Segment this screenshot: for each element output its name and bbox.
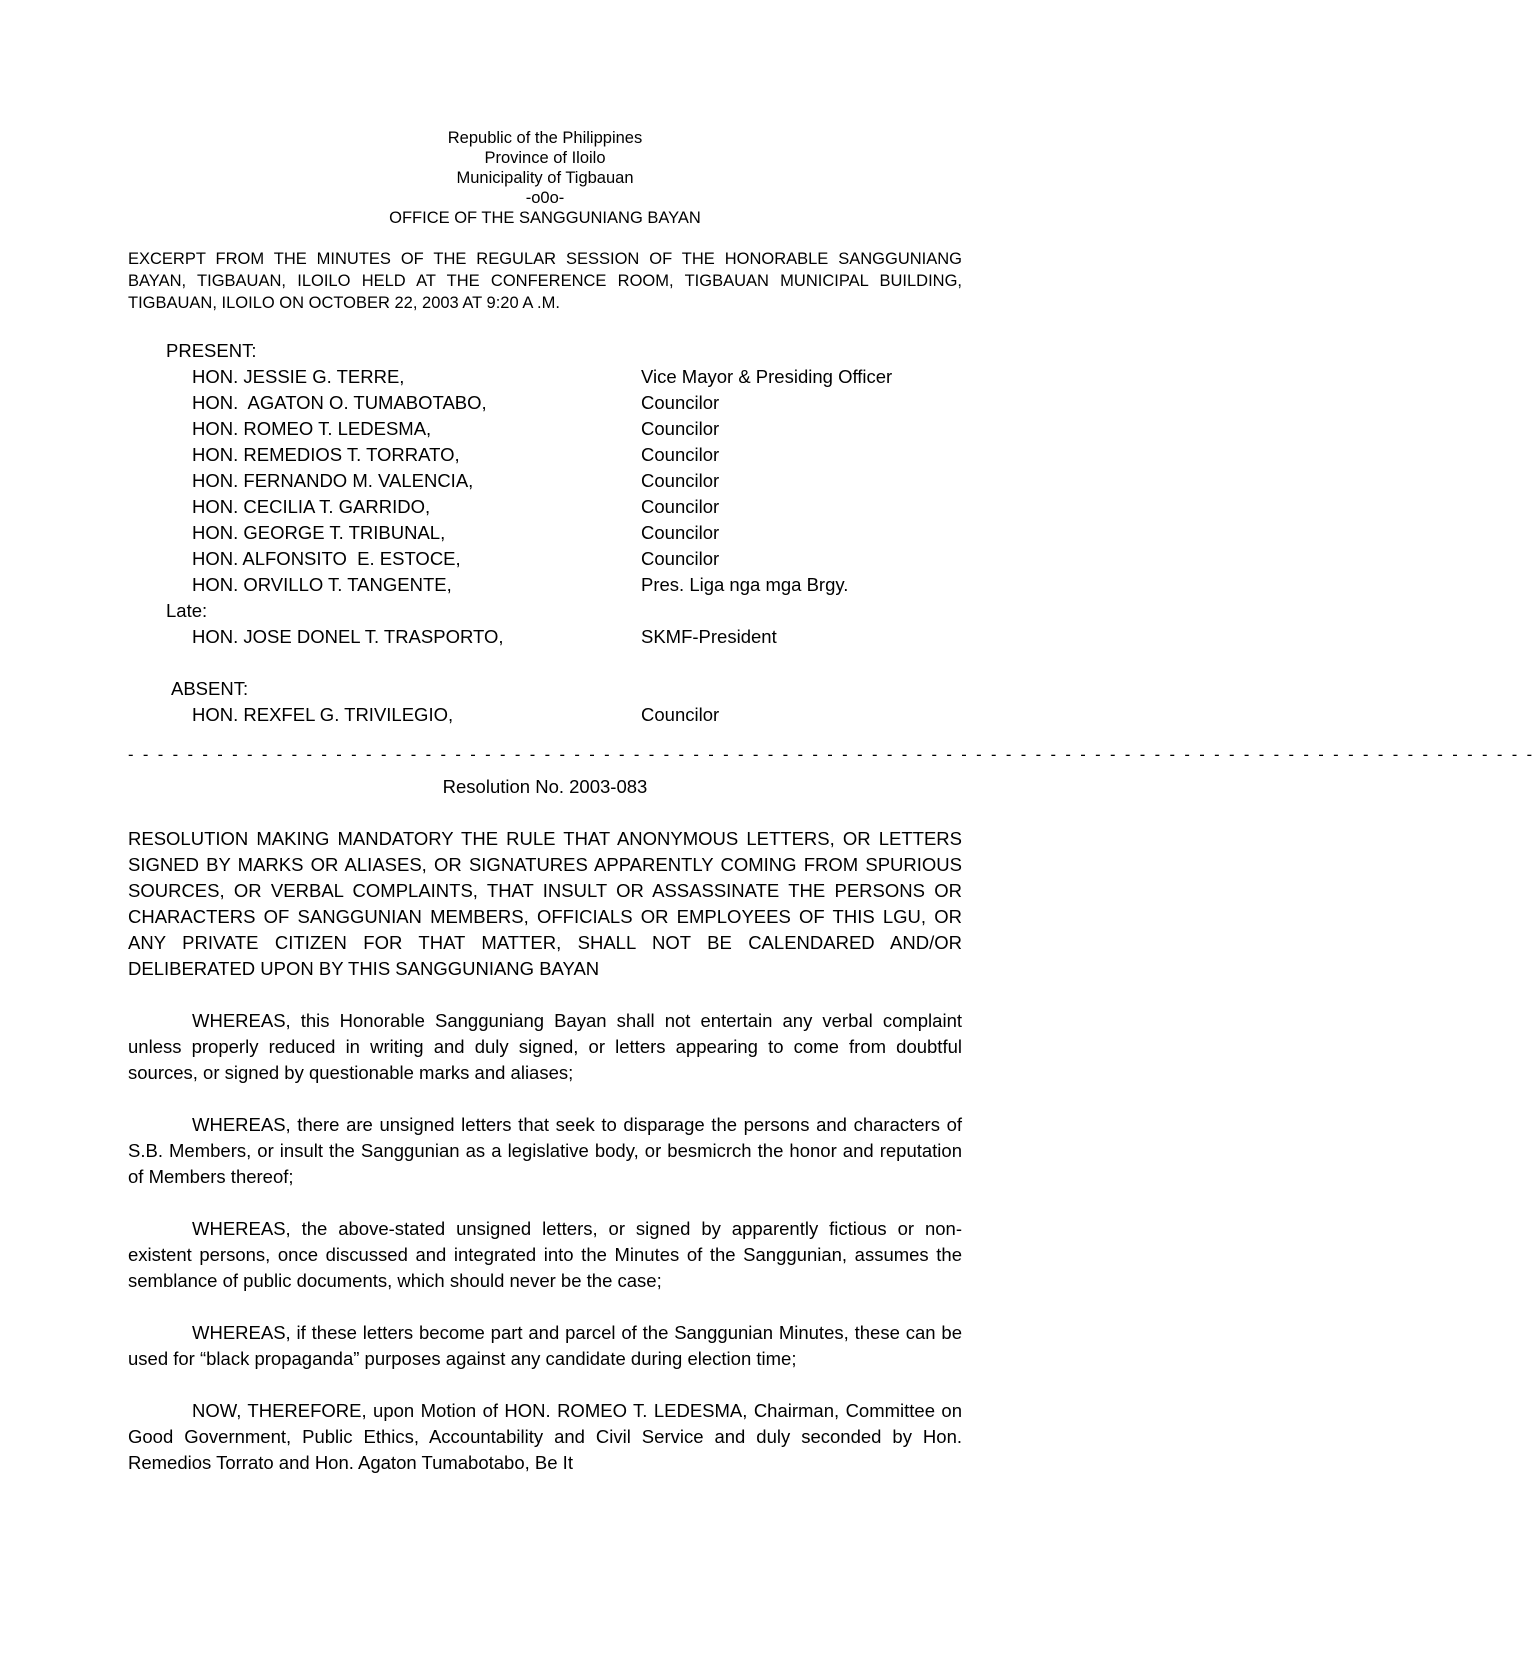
resolution-title: RESOLUTION MAKING MANDATORY THE RULE THAT ANONYMOUS LETTERS, OR LETTERS SIGNED BY MARKS OR ALIASES, OR SIGNATURES APPARENTLY COMING FROM SPURIOUS SOURCES, OR VERBAL COMPLAINTS, THAT INSULT OR ASSASSINATE THE PERSONS OR CHARACTERS OF SANGGUNIAN MEMBERS, OFFICIALS OR EMPLOYEES OF THIS LGU, OR ANY PRIVATE CITIZEN FOR THAT MATTER, SHALL NOT BE CALENDARED AND/OR DELIBERATED UPON BY THIS SANGGUNIANG BAYAN: [128, 828, 962, 979]
attendee-row: [128, 494, 962, 520]
attendee-row: [128, 390, 962, 416]
attendee-role: Councilor: [641, 392, 720, 413]
header-divider: -o0o-: [525, 189, 565, 207]
now-therefore-clause: NOW, THEREFORE, upon Motion of HON. ROMEO T. LEDESMA, Chairman, Committee on Good Government, Public Ethics, Accountability and Civil Service and duly seconded by Hon. Remedios Torrato and Hon. Agaton Tumabotabo, Be It: [128, 1400, 962, 1473]
attendee-row: [128, 442, 962, 468]
present-label: PRESENT:: [166, 340, 257, 361]
attendee-row: [128, 520, 962, 546]
attendee-name: HON. JOSE DONEL T. TRASPORTO,: [192, 626, 504, 647]
municipality-line: Municipality of Tigbauan: [456, 169, 634, 187]
attendee-row: [128, 364, 962, 390]
attendee-name: HON. CECILIA T. GARRIDO,: [192, 496, 431, 517]
attendee-name: HON. FERNANDO M. VALENCIA,: [192, 470, 474, 491]
attendee-name: HON. ORVILLO T. TANGENTE,: [192, 574, 452, 595]
attendee-name: HON. JESSIE G. TERRE,: [192, 366, 405, 387]
attendee-name: HON. REXFEL G. TRIVILEGIO,: [192, 704, 454, 725]
attendee-role: Councilor: [641, 548, 720, 569]
letterhead: [128, 128, 962, 228]
whereas-clause-3: WHEREAS, the above-stated unsigned letters, or signed by apparently fictious or non-existent persons, once discussed and integrated into the Minutes of the Sanggunian, assumes the semblance of public documents, which should never be the case;: [128, 1218, 962, 1291]
attendee-role: Councilor: [641, 522, 720, 543]
attendee-role: SKMF-President: [641, 626, 777, 647]
attendee-row: [128, 416, 962, 442]
attendee-name: HON. GEORGE T. TRIBUNAL,: [192, 522, 446, 543]
attendee-role: Councilor: [641, 418, 720, 439]
attendee-role: Councilor: [641, 704, 720, 725]
excerpt-paragraph: EXCERPT FROM THE MINUTES OF THE REGULAR SESSION OF THE HONORABLE SANGGUNIANG BAYAN, TIGBAUAN, ILOILO HELD AT THE CONFERENCE ROOM, TIGBAUAN MUNICIPAL BUILDING, TIGBAUAN, ILOILO ON OCTOBER 22, 2003 AT 9:20 A .M.: [128, 250, 962, 312]
attendee-name: HON. ALFONSITO E. ESTOCE,: [192, 548, 461, 569]
office-line: OFFICE OF THE SANGGUNIANG BAYAN: [389, 209, 701, 227]
attendee-role: Pres. Liga nga mga Brgy.: [641, 574, 849, 595]
attendee-row: [128, 702, 962, 728]
attendee-role: Councilor: [641, 470, 720, 491]
resolution-number: Resolution No. 2003-083: [442, 776, 648, 797]
document-page: [128, 128, 1535, 1476]
attendee-name: HON. REMEDIOS T. TORRATO,: [192, 444, 460, 465]
spacer: [128, 650, 962, 676]
attendee-role: Vice Mayor & Presiding Officer: [641, 366, 893, 387]
attendee-row: [128, 624, 962, 650]
attendee-name: HON. ROMEO T. LEDESMA,: [192, 418, 432, 439]
attendee-row: [128, 546, 962, 572]
attendee-row: [128, 468, 962, 494]
republic-line: Republic of the Philippines: [447, 129, 643, 147]
attendance-list: [128, 338, 962, 728]
province-line: Province of Iloilo: [484, 149, 606, 167]
attendee-role: Councilor: [641, 496, 720, 517]
whereas-clause-2: WHEREAS, there are unsigned letters that seek to disparage the persons and characters of S.B. Members, or insult the Sanggunian as a legislative body, or besmicrch the honor and reputation of Members thereof;: [128, 1114, 962, 1187]
attendee-row: [128, 572, 962, 598]
absent-label: ABSENT:: [171, 678, 249, 699]
attendee-role: Councilor: [641, 444, 720, 465]
attendee-name: HON. AGATON O. TUMABOTABO,: [192, 392, 487, 413]
whereas-clause-1: WHEREAS, this Honorable Sangguniang Bayan shall not entertain any verbal complaint unless properly reduced in writing and duly signed, or letters appearing to come from doubtful sources, or signed by questionable marks and aliases;: [128, 1010, 962, 1083]
whereas-clause-4: WHEREAS, if these letters become part and parcel of the Sanggunian Minutes, these can be used for “black propaganda” purposes against any candidate during election time;: [128, 1322, 962, 1369]
dashed-separator: - - - - - - - - - - - - - - - - - - - - - - - - - - - - - - - - - - - - - - - - - - - - - - - - - - - - - - - - - - - - - - - - - - - - - - - - - - - - - - - - - - - - - - - - - - - - - - -: [128, 746, 1535, 764]
late-label: Late:: [166, 600, 208, 621]
